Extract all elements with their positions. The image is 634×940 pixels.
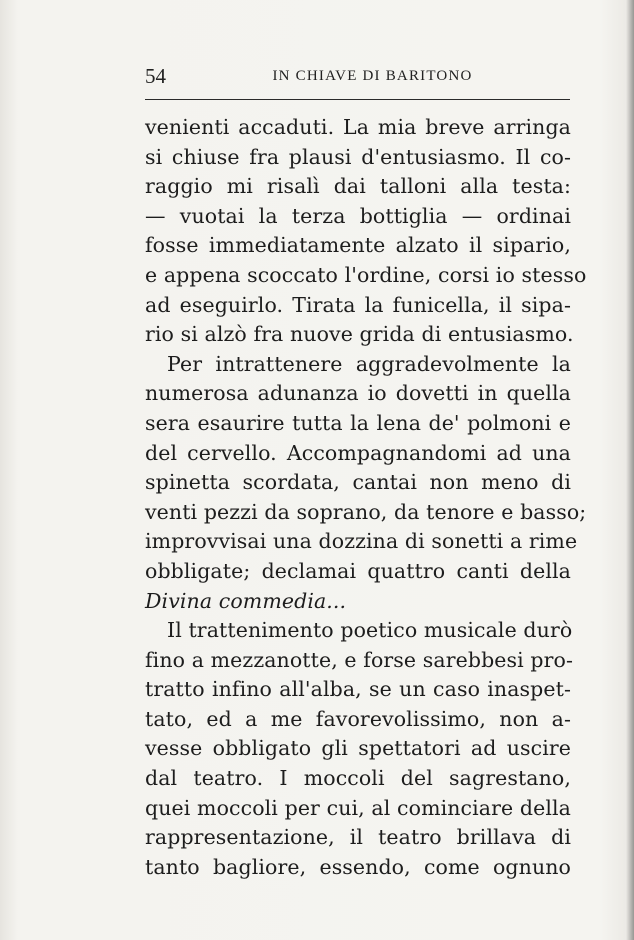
text-line: tanto bagliore, essendo, come ognuno	[145, 854, 571, 879]
text-line: improvvisai una dozzina di sonetti a rime	[145, 529, 578, 554]
running-title: IN CHIAVE DI BARITONO	[272, 68, 473, 84]
text-line: venienti accaduti. La mia breve arringa	[145, 115, 571, 139]
text-line: tratto infino all'alba, se un caso inaspet-	[145, 677, 571, 702]
text-line: rappresentazione, il teatro brillava di	[145, 825, 571, 850]
text-line: rio si alzò fra nuove grida di entusiasmo.	[145, 322, 574, 347]
text-line: obbligate; declamai quattro canti della	[145, 558, 571, 583]
page-edge-shadow	[626, 0, 634, 940]
text-line: vesse obbligato gli spettatori ad uscire	[145, 736, 571, 761]
text-line: raggio mi risalì dai talloni alla testa:	[145, 174, 571, 199]
page-number: 54	[145, 64, 166, 88]
body-text	[145, 113, 587, 882]
text-line-paragraph-start: Il trattenimento poetico musicale durò	[167, 618, 573, 643]
text-line: dal teatro. I moccoli del sagrestano,	[145, 766, 571, 791]
text-line: quei moccoli per cui, al cominciare della	[145, 795, 571, 820]
text-line-italic-title: Divina commedia...	[145, 588, 347, 613]
text-line: venti pezzi da soprano, da tenore e basso;	[145, 499, 587, 524]
text-line: fosse immediatamente alzato il sipario,	[145, 233, 571, 258]
text-line: tato, ed a me favorevolissimo, non a-	[145, 706, 571, 731]
header-rule	[145, 99, 570, 100]
text-line: spinetta scordata, cantai non meno di	[145, 470, 571, 495]
text-line-paragraph-start: Per intrattenere aggradevolmente la	[167, 351, 571, 376]
page-header	[145, 64, 570, 94]
text-line: e appena scoccato l'ordine, corsi io stesso	[145, 262, 587, 287]
text-line: si chiuse fra plausi d'entusiasmo. Il co-	[145, 144, 571, 169]
text-line: sera esaurire tutta la lena de' polmoni e	[145, 410, 571, 435]
text-line: numerosa adunanza io dovetti in quella	[145, 381, 571, 406]
text-line: — vuotai la terza bottiglia — ordinai	[145, 203, 571, 228]
text-line: fino a mezzanotte, e forse sarebbesi pro-	[145, 647, 574, 672]
text-line: ad eseguirlo. Tirata la funicella, il sipa-	[145, 292, 571, 317]
text-line: del cervello. Accompagnandomi ad una	[145, 440, 571, 465]
